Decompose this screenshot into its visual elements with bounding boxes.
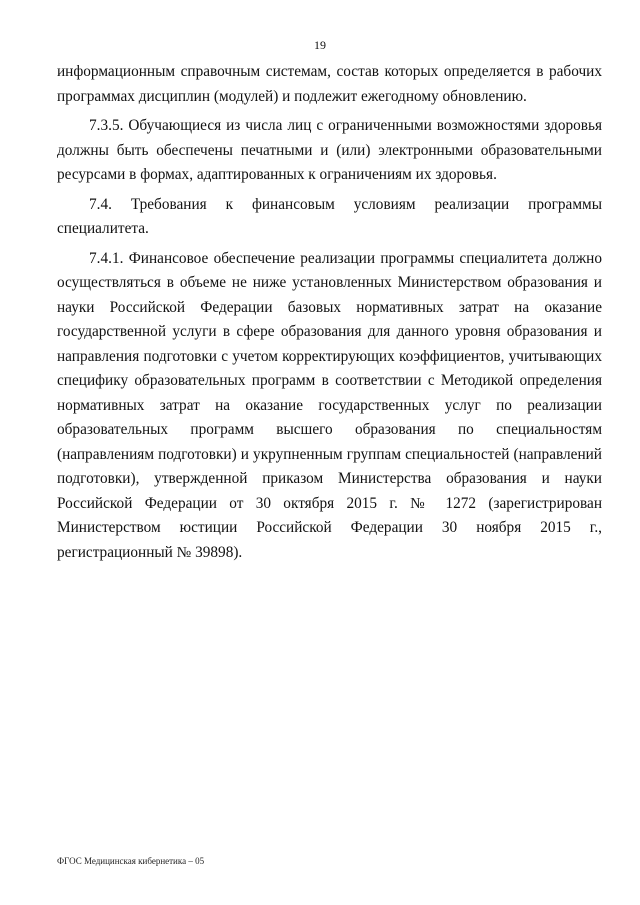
paragraph-continuation: информационным справочным системам, состав которых определяется в рабочих программах дисциплин (модулей) и подлежит ежегодному обновлению. — [57, 63, 602, 105]
paragraph-7-3-5: 7.3.5. Обучающиеся из числа лиц с ограниченными возможностями здоровья должны быть обеспечены печатными и (или) электронными образовательными ресурсами в формах, адаптированных к ограничениям их здоровья. — [57, 117, 602, 183]
paragraph-7-4: 7.4. Требования к финансовым условиям реализации программы специалитета. — [57, 195, 602, 237]
paragraph-7-4-1: 7.4.1. Финансовое обеспечение реализации программы специалитета должно осуществляться в объеме не ниже установленных Министерством образования и науки Российской Федерации базовых нормативных затрат на оказание государственной услуги в сфере образования для данного уровня образования и направления подготовки с учетом корректирующих коэффициентов, учитывающих специфику образовательных программ в соответствии с Методикой определения нормативных затрат на оказание государственных услуг по реализации образовательных программ высшего образования по специальностям (направлениям подготовки) и укрупненным группам специальностей (направлений подготовки), утвержденной приказом Министерства образования и науки Российской Федерации от 30 октября 2015 г. № 1272 (зарегистрирован Министерством юстиции Российской Федерации 30 ноября 2015 г., регистрационный № 39898). — [57, 249, 602, 561]
page-number: 19 — [314, 38, 326, 52]
page-footer: ФГОС Медицинская кибернетика – 05 — [57, 856, 205, 866]
document-body — [57, 60, 602, 570]
